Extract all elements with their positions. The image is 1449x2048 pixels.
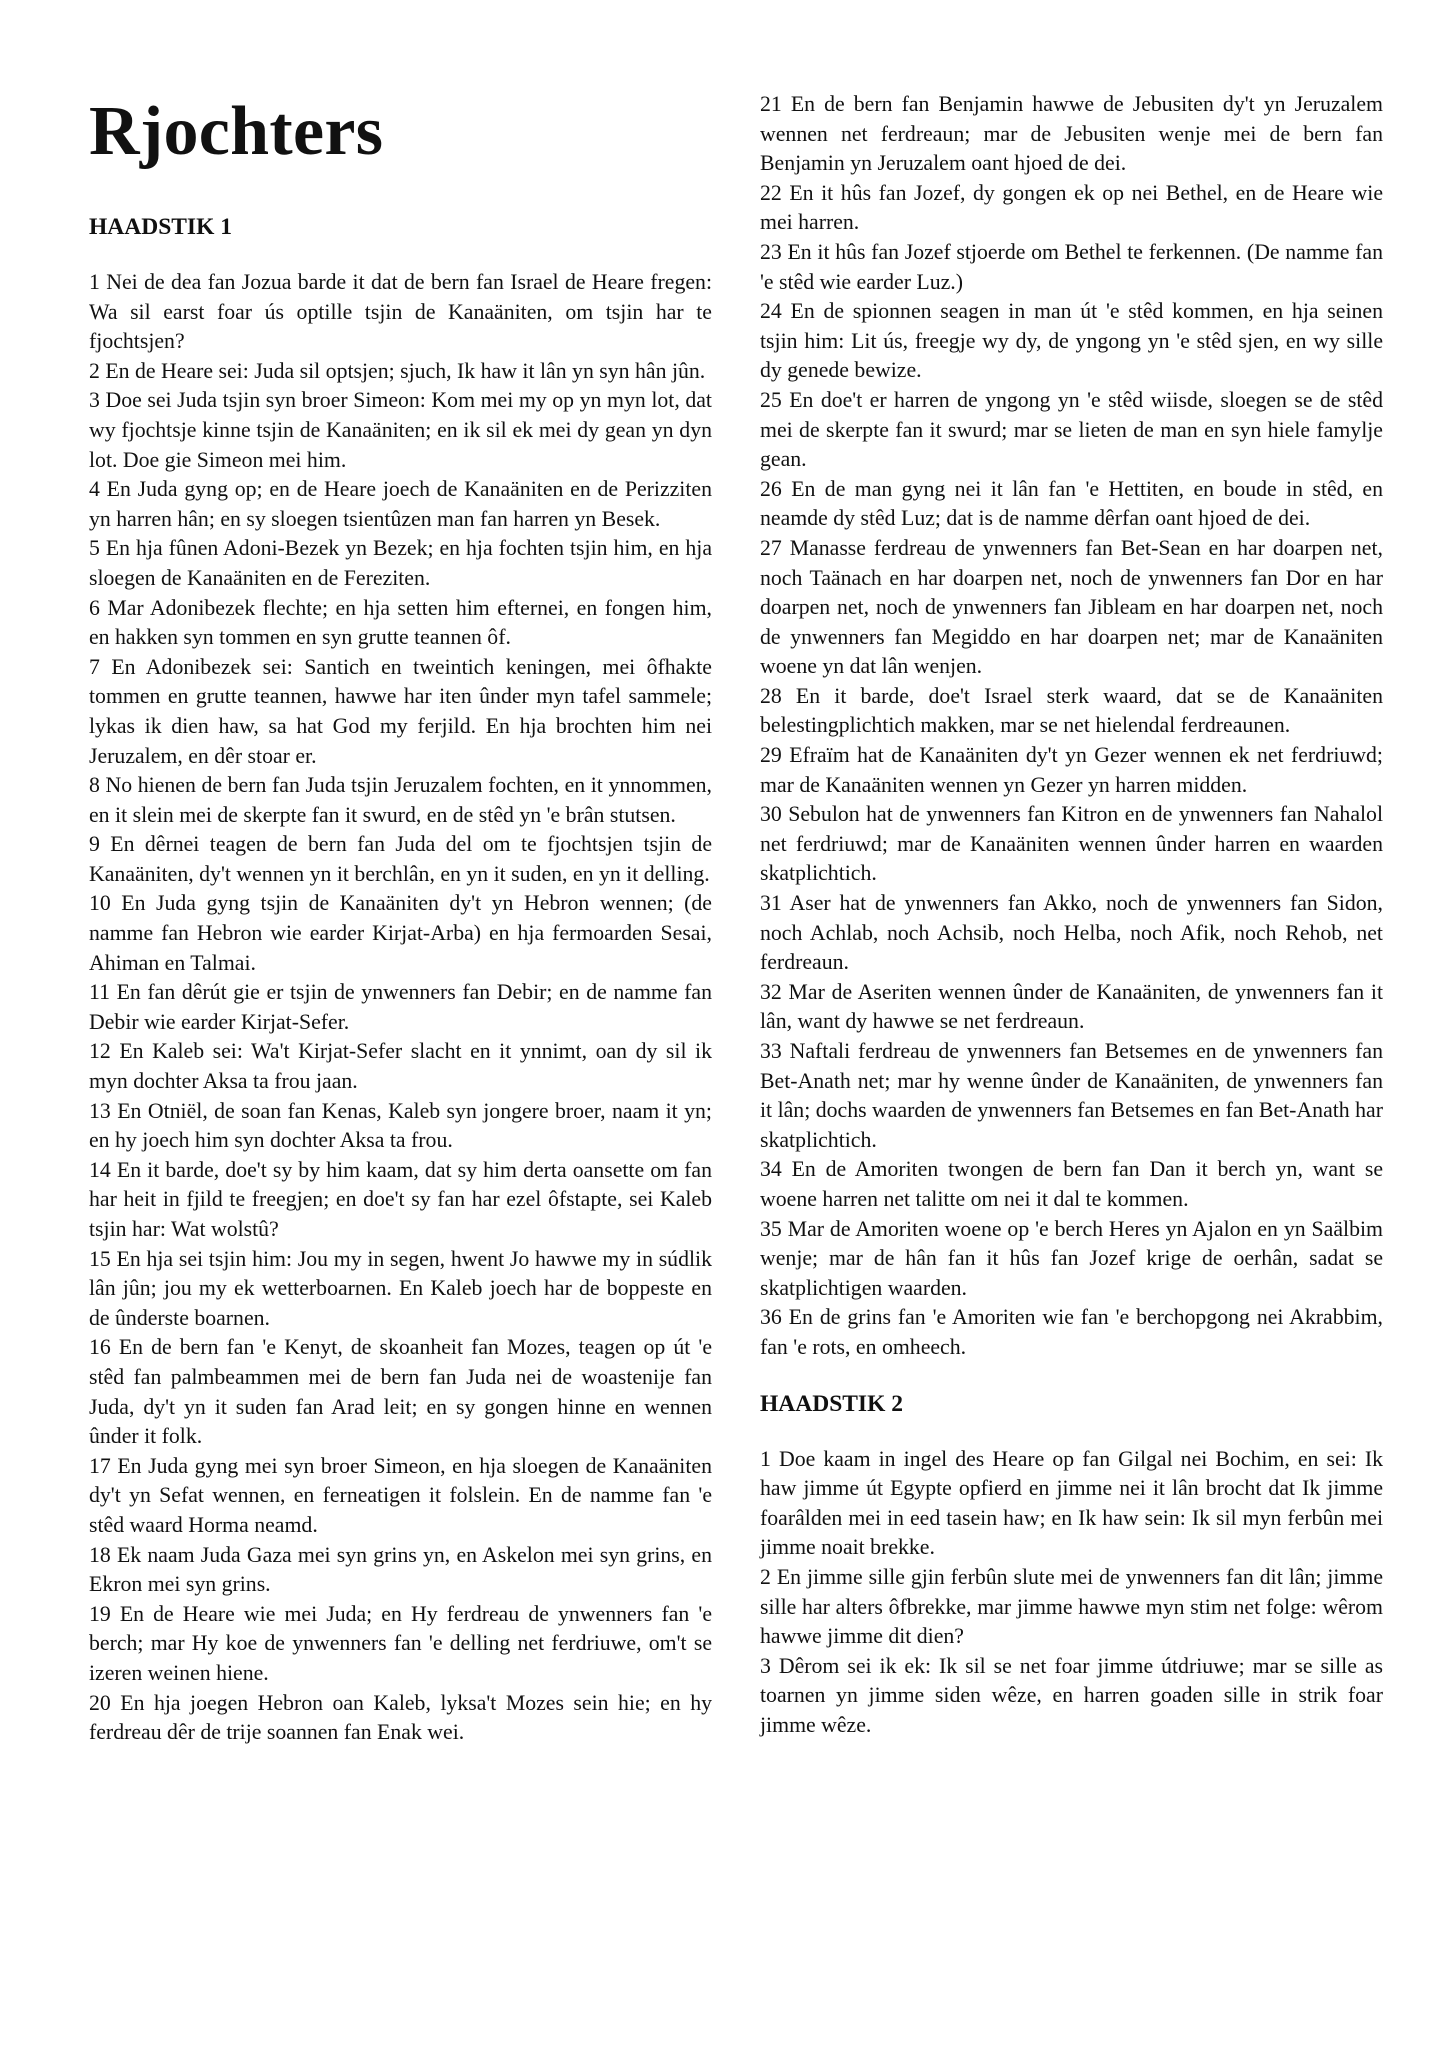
verse: 12 En Kaleb sei: Wa't Kirjat-Sefer slacht en it ynnimt, oan dy sil ik myn dochter Aksa ta frou jaan. <box>89 1039 712 1094</box>
verse: 23 En it hûs fan Jozef stjoerde om Bethel te ferkennen. (De namme fan 'e stêd wie earder Luz.) <box>760 239 1383 294</box>
verse: 20 En hja joegen Hebron oan Kaleb, lyksa't Mozes sein hie; en hy ferdreau dêr de trije soannen fan Enak wei. <box>89 1690 712 1745</box>
verse: 27 Manasse ferdreau de ynwenners fan Bet-Sean en har doarpen net, noch Taänach en har doarpen net, noch de ynwenners fan Dor en har doarpen net, noch de ynwenners fan Jibleam en har doarpen net, noch de ynwenners fan Megiddo en har doarpen net; mar de Kanaäniten woene yn dat lân wenjen. <box>760 535 1383 679</box>
verse: 6 Mar Adonibezek flechte; en hja setten him efternei, en fongen him, en hakken syn tommen en syn grutte teannen ôf. <box>89 595 712 650</box>
right-column <box>760 90 1383 1740</box>
verse: 7 En Adonibezek sei: Santich en tweintich keningen, mei ôfhakte tommen en grutte teannen, hawwe har iten ûnder myn tafel sammele; lykas ik dien haw, sa hat God my ferjild. En hja brochten him nei Jeruzalem, en dêr stoar er. <box>89 654 712 768</box>
verse: 31 Aser hat de ynwenners fan Akko, noch de ynwenners fan Sidon, noch Achlab, noch Achsib, noch Helba, noch Afik, noch Rehob, net ferdreaun. <box>760 891 1383 975</box>
verse: 1 Nei de dea fan Jozua barde it dat de bern fan Israel de Heare fregen: Wa sil earst foar ús optille tsjin de Kanaäniten, om tsjin har te fjochtsjen? <box>89 270 712 354</box>
verse: 5 En hja fûnen Adoni-Bezek yn Bezek; en hja fochten tsjin him, en hja sloegen de Kanaäniten en de Fereziten. <box>89 536 712 590</box>
verse: 34 En de Amoriten twongen de bern fan Dan it berch yn, want se woene harren net talitte om nei it dal te kommen. <box>760 1157 1383 1211</box>
verse: 16 En de bern fan 'e Kenyt, de skoanheit fan Mozes, teagen op út 'e stêd fan palmbeammen mei de bern fan Juda nei de woastenije fan Juda, dy't yn it suden fan Arad leit; en sy gongen hinne en wennen ûnder it folk. <box>89 1335 712 1449</box>
verse: 14 En it barde, doe't sy by him kaam, dat sy him derta oansette om fan har heit in fjild te freegjen; en doe't sy fan har ezel ôfstapte, sei Kaleb tsjin har: Wat wolstû? <box>89 1157 712 1241</box>
verse: 15 En hja sei tsjin him: Jou my in segen, hwent Jo hawwe my in súdlik lân jûn; jou my ek wetterboarnen. En Kaleb joech har de boppeste en de ûnderste boarnen. <box>89 1246 712 1330</box>
verse: 25 En doe't er harren de yngong yn 'e stêd wiisde, sloegen se de stêd mei de skerpte fan it swurd; mar se lieten de man en syn hiele famylje gean. <box>760 387 1383 472</box>
verse: 35 Mar de Amoriten woene op 'e berch Heres yn Ajalon en yn Saälbim wenje; mar de hân fan it hûs fan Jozef krige de oerhân, sadat se skatplichtigen waarden. <box>760 1216 1383 1300</box>
chapter-heading: HAADSTIK 1 <box>89 214 232 240</box>
verse: 26 En de man gyng nei it lân fan 'e Hettiten, en boude in stêd, en neamde dy stêd Luz; dat is de namme dêrfan oant hjoed de dei. <box>760 476 1383 531</box>
verse: 18 Ek naam Juda Gaza mei syn grins yn, en Askelon mei syn grins, en Ekron mei syn grins. <box>89 1542 712 1597</box>
verse: 1 Doe kaam in ingel des Heare op fan Gilgal nei Bochim, en sei: Ik haw jimme út Egypte opfierd en jimme nei it lân brocht dat Ik jimme foarâlden mei in eed tasein haw; en Ik haw sein: Ik sil myn ferbûn mei jimme noait brekke. <box>760 1446 1383 1560</box>
verse: 3 Dêrom sei ik ek: Ik sil se net foar jimme útdriuwe; mar se sille as toarnen yn jimme siden wêze, en harren goaden sille in strik foar jimme wêze. <box>760 1653 1383 1737</box>
verse: 10 En Juda gyng tsjin de Kanaäniten dy't yn Hebron wennen; (de namme fan Hebron wie earder Kirjat-Arba) en hja fermoarden Sesai, Ahiman en Talmai. <box>89 891 712 975</box>
chapter-heading: HAADSTIK 2 <box>760 1390 903 1417</box>
verse: 19 En de Heare wie mei Juda; en Hy ferdreau de ynwenners fan 'e berch; mar Hy koe de ynwenners fan 'e delling net ferdriuwe, om't se izeren weinen hiene. <box>89 1601 712 1685</box>
verse: 4 En Juda gyng op; en de Heare joech de Kanaäniten en de Perizziten yn harren hân; en sy sloegen tsientûzen man fan harren yn Besek. <box>89 477 712 531</box>
verse: 36 En de grins fan 'e Amoriten wie fan 'e berchopgong nei Akrabbim, fan 'e rots, en omheech. <box>760 1305 1383 1359</box>
verse: 17 En Juda gyng mei syn broer Simeon, en hja sloegen de Kanaäniten dy't yn Sefat wennen, en ferneatigen it folslein. En de namme fan 'e stêd waard Horma neamd. <box>89 1453 712 1537</box>
verse: 21 En de bern fan Benjamin hawwe de Jebusiten dy't yn Jeruzalem wennen net ferdreaun; mar de Jebusiten wenje mei de bern fan Benjamin yn Jeruzalem oant hjoed de dei. <box>760 92 1383 176</box>
verse: 22 En it hûs fan Jozef, dy gongen ek op nei Bethel, en de Heare wie mei harren. <box>760 180 1383 235</box>
verse: 2 En jimme sille gjin ferbûn slute mei de ynwenners fan dit lân; jimme sille har alters ôfbrekke, mar jimme hawwe myn stim net folge: wêrom hawwe jimme dit dien? <box>760 1564 1383 1649</box>
verse: 2 En de Heare sei: Juda sil optsjen; sjuch, Ik haw it lân yn syn hân jûn. <box>89 358 706 383</box>
verse: 8 No hienen de bern fan Juda tsjin Jeruzalem fochten, en it ynnommen, en it slein mei de skerpte fan it swurd, en de stêd yn 'e brân stutsen. <box>89 773 712 827</box>
left-column <box>89 88 712 1748</box>
verse: 32 Mar de Aseriten wennen ûnder de Kanaäniten, de ynwenners fan it lân, want dy hawwe se net ferdreaun. <box>760 979 1383 1034</box>
verse: 29 Efraïm hat de Kanaäniten dy't yn Gezer wennen ek net ferdriuwd; mar de Kanaäniten wennen yn Gezer yn harren midden. <box>760 743 1383 797</box>
verse: 11 En fan dêrút gie er tsjin de ynwenners fan Debir; en de namme fan Debir wie earder Kirjat-Sefer. <box>89 980 712 1034</box>
verse: 13 En Otniël, de soan fan Kenas, Kaleb syn jongere broer, naam it yn; en hy joech him syn dochter Aksa ta frou. <box>89 1098 712 1153</box>
verse: 30 Sebulon hat de ynwenners fan Kitron en de ynwenners fan Nahalol net ferdriuwd; mar de Kanaäniten wennen ûnder harren en waarden skatplichtich. <box>760 802 1383 886</box>
verse: 28 En it barde, doe't Israel sterk waard, dat se de Kanaäniten belestingplichtich makken, mar se net hielendal ferdreaunen. <box>760 683 1383 738</box>
verse: 9 En dêrnei teagen de bern fan Juda del om te fjochtsjen tsjin de Kanaäniten, dy't wennen yn it berchlân, en yn it suden, en yn it delling. <box>89 832 712 886</box>
verse: 33 Naftali ferdreau de ynwenners fan Betsemes en de ynwenners fan Bet-Anath net; mar hy wenne ûnder de Kanaäniten, de ynwenners fan it lân; dochs waarden de ynwenners fan Betsemes en fan Bet-Anath har skatplichtich. <box>760 1039 1383 1152</box>
verse: 24 En de spionnen seagen in man út 'e stêd kommen, en hja seinen tsjin him: Lit ús, freegje wy dy, de yngong yn 'e stêd sjen, en wy sille dy genede bewize. <box>760 299 1383 383</box>
verse: 3 Doe sei Juda tsjin syn broer Simeon: Kom mei my op yn myn lot, dat wy fjochtsje kinne tsjin de Kanaäniten; en ik sil ek mei dy gean yn dyn lot. Doe gie Simeon mei him. <box>89 388 712 472</box>
book-title: Rjochters <box>89 93 384 170</box>
